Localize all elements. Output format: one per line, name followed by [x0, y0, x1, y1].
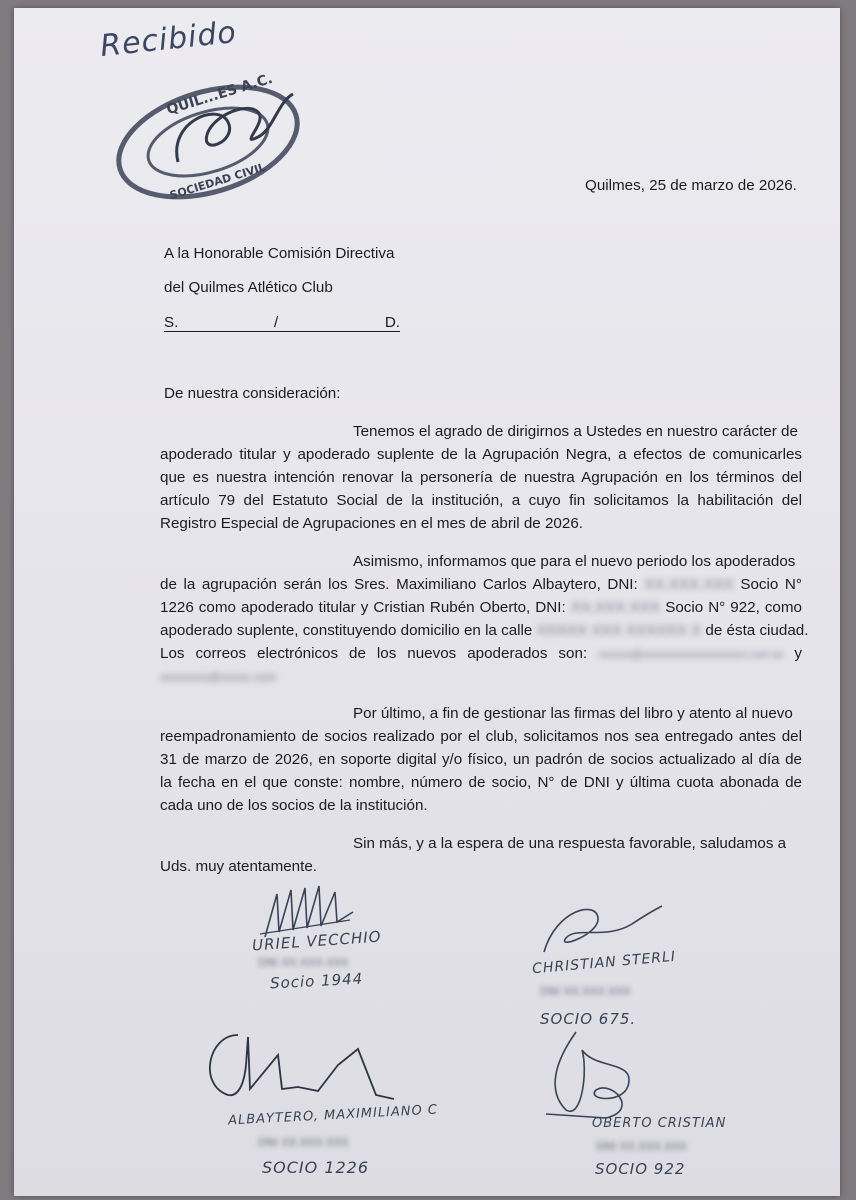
para2-line-6 [160, 669, 802, 684]
stamp-top-text: QUIL...ES A.C. [164, 70, 275, 119]
salutation: De nuestra consideración: [164, 385, 341, 402]
para1-line-4: artículo 79 del Estatuto Social de la institución, a cuyo fin solicitamos la habilitación del [160, 492, 802, 509]
redacted-email-1: xxxxxx@xxxxxxxxxxxxxxxxxxx.com.ar [598, 649, 784, 661]
signature-dni-3: DNI XX.XXX.XXX [258, 1136, 349, 1149]
received-annotation: Recibido [98, 14, 239, 65]
signature-name-4: OBERTO CRISTIAN [592, 1116, 727, 1131]
para2-line-4 [160, 622, 809, 639]
recipient-sd [164, 315, 400, 332]
para1-line-1: Tenemos el agrado de dirigirnos a Ustedes en nuestro carácter de [353, 423, 798, 440]
para2-line-4-text: apoderado suplente, constituyendo domicilio en la calle [160, 622, 533, 639]
para2-line-4-end: de ésta ciudad. [705, 622, 809, 639]
para3-line-2: reempadronamiento de socios realizado por el club, solicitamos nos sea entregado antes del [160, 728, 802, 745]
para2-line-2 [160, 577, 802, 592]
redacted-dni-2: XX.XXX.XXX [570, 599, 661, 616]
signature-scribble-3 [198, 1025, 398, 1105]
signature-name-3: ALBAYTERO, MAXIMILIANO C [227, 1102, 439, 1129]
para2-line-5-end: y [794, 645, 802, 662]
closing-line-1: Sin más, y a la espera de una respuesta favorable, saludamos a [353, 835, 787, 852]
para2-line-3-text: 1226 como apoderado titular y Cristian Rubén Oberto, DNI: [160, 599, 566, 616]
redacted-address: XXXXX XXX XXXXXX X [536, 622, 702, 639]
signature-dni-4: DNI XX.XXX.XXX [596, 1140, 687, 1153]
sd-mid: / [274, 314, 279, 331]
recipient-line-2: del Quilmes Atlético Club [164, 279, 333, 296]
para3-line-5: cada uno de los socios de la institución. [160, 797, 428, 814]
para2-line-3 [160, 600, 802, 615]
letter-date: Quilmes, 25 de marzo de 2026. [585, 177, 797, 194]
recipient-line-1: A la Honorable Comisión Directiva [164, 245, 395, 262]
stamp-bottom-text: SOCIEDAD CIVIL [168, 160, 268, 203]
club-stamp [108, 70, 308, 203]
para1-line-2: apoderado titular y apoderado suplente de la Agrupación Negra, a efectos de comunicarles [160, 446, 802, 463]
para3-line-4: la fecha en el que conste: nombre, número de socio, N° de DNI y última cuota abonada de [160, 774, 802, 791]
closing-line-2: Uds. muy atentamente. [160, 858, 318, 875]
para2-line-5 [160, 646, 802, 661]
signature-dni-1: DNI XX.XXX.XXX [258, 956, 349, 969]
signature-socio-4: SOCIO 922 [595, 1160, 686, 1178]
signature-scribble-4 [536, 1030, 646, 1120]
sd-left: S. [164, 314, 179, 331]
para3-line-1: Por último, a fin de gestionar las firmas del libro y atento al nuevo [353, 705, 793, 722]
redacted-dni-1: XX.XXX.XXX [644, 576, 734, 593]
para2-line-2-text: de la agrupación serán los Sres. Maximiliano Carlos Albaytero, DNI: [160, 576, 638, 593]
sd-right: D. [384, 314, 400, 331]
para3-line-3: 31 de marzo de 2026, en soporte digital y/o físico, un padrón de socios actualizado al día de [160, 751, 802, 768]
para1-line-5: Registro Especial de Agrupaciones en el mes de abril de 2026. [160, 515, 583, 532]
redacted-email-2: xxxxxxxx@xxxxx.com [160, 670, 277, 684]
signature-name-1: URIEL VECCHIO [251, 927, 383, 955]
signature-name-2: CHRISTIAN STERLI [531, 948, 677, 978]
para2-line-3-end: Socio N° 922, como [665, 599, 802, 616]
para2-line-1: Asimismo, informamos que para el nuevo periodo los apoderados [353, 553, 796, 570]
stamp-graphic [108, 70, 308, 203]
signature-socio-3: SOCIO 1226 [262, 1158, 370, 1177]
para2-line-2-end: Socio N° [740, 576, 802, 593]
signature-dni-2: DNI XX.XXX.XXX [540, 985, 631, 998]
signature-socio-1: Socio 1944 [269, 969, 364, 993]
signature-socio-2: SOCIO 675. [540, 1010, 637, 1028]
para1-line-3: que es nuestra intención renovar la personería de nuestra Agrupación en los términos del [160, 469, 802, 486]
para2-line-5-text: Los correos electrónicos de los nuevos apoderados son: [160, 645, 588, 662]
